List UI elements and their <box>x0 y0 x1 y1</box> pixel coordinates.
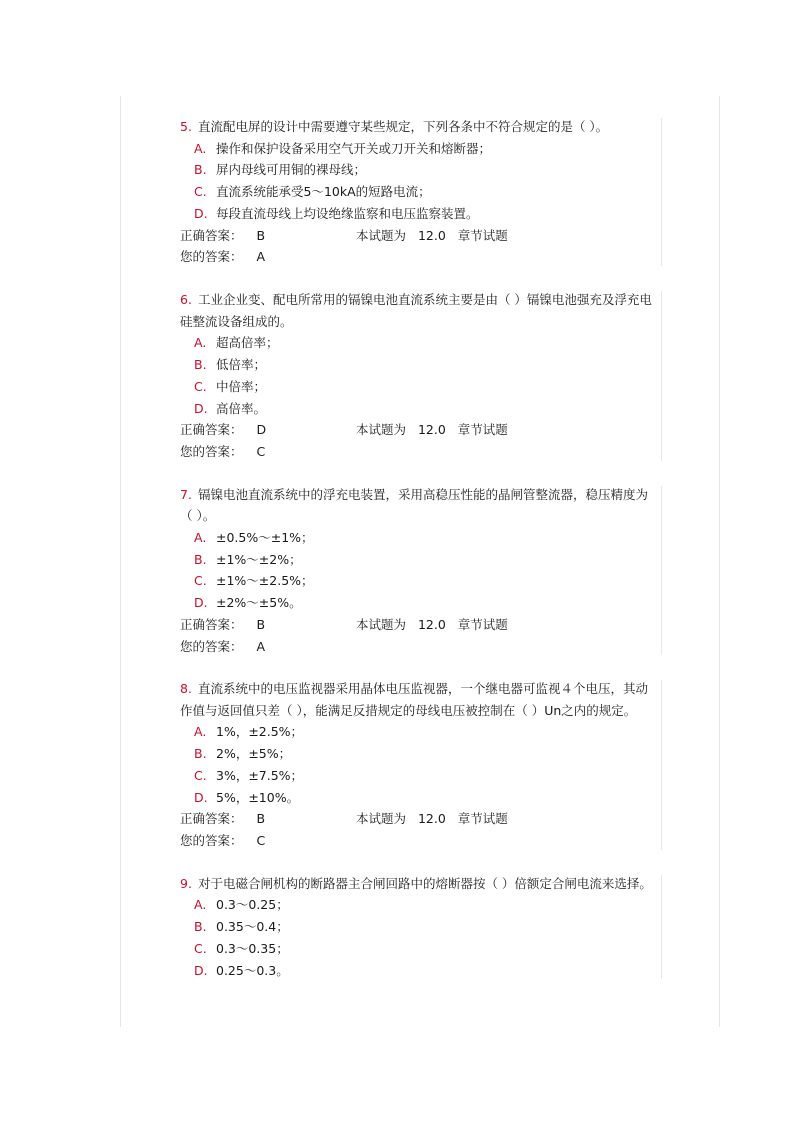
score-value: 12.0 <box>417 811 446 827</box>
your-answer-row <box>180 246 658 268</box>
score-value: 12.0 <box>417 422 446 438</box>
your-answer-label: 您的答案： <box>180 638 243 654</box>
question-border <box>661 680 662 850</box>
option-letter: A. <box>194 724 207 740</box>
option-text: ±1%～±2.5%； <box>216 573 314 589</box>
question-text: 对于电磁合闸机构的断路器主合闸回路中的熔断器按（ ）倍额定合闸电流来选择。 <box>197 875 652 891</box>
answer-row <box>180 614 658 636</box>
chapter-label: 章节试题 <box>457 811 508 827</box>
question-border <box>661 875 662 980</box>
question-list <box>180 116 658 1002</box>
option-a <box>180 894 658 916</box>
question-border <box>661 118 662 266</box>
score-value: 12.0 <box>417 227 446 243</box>
option-text: ±1%～±2%； <box>216 551 302 567</box>
option-letter: C. <box>194 378 207 394</box>
correct-answer-label: 正确答案： <box>180 811 243 827</box>
option-letter: C. <box>194 184 207 200</box>
your-answer-value: A <box>256 638 266 654</box>
option-letter: D. <box>194 400 208 416</box>
score-prefix: 本试题为 <box>356 811 407 827</box>
option-letter: D. <box>194 595 208 611</box>
your-answer-label: 您的答案： <box>180 833 243 849</box>
option-letter: D. <box>194 789 208 805</box>
chapter-label: 章节试题 <box>457 422 508 438</box>
score-prefix: 本试题为 <box>356 227 407 243</box>
option-letter: B. <box>194 356 207 372</box>
option-text: 0.3～0.35； <box>216 940 289 956</box>
question-number: 7. <box>180 486 192 502</box>
option-text: 5%，±10%。 <box>216 789 300 805</box>
option-letter: D. <box>194 205 208 221</box>
option-text: 超高倍率； <box>216 335 279 351</box>
correct-answer-value: B <box>256 811 266 827</box>
option-a <box>180 138 658 160</box>
score-prefix: 本试题为 <box>356 422 407 438</box>
option-c <box>180 570 658 592</box>
option-letter: C. <box>194 767 207 783</box>
your-answer-value: C <box>256 833 266 849</box>
option-text: 操作和保护设备采用空气开关或刀开关和熔断器； <box>216 140 492 156</box>
option-b <box>180 916 658 938</box>
correct-answer-label: 正确答案： <box>180 616 243 632</box>
option-letter: A. <box>194 140 207 156</box>
option-d <box>180 592 658 614</box>
option-letter: B. <box>194 162 207 178</box>
option-text: 低倍率； <box>216 356 267 372</box>
answer-row <box>180 419 658 441</box>
correct-answer-label: 正确答案： <box>180 422 243 438</box>
option-text: ±2%～±5%。 <box>216 595 302 611</box>
option-d <box>180 398 658 420</box>
option-letter: A. <box>194 529 207 545</box>
question-text: 镉镍电池直流系统中的浮充电装置，采用高稳压性能的晶闸管整流器，稳压精度为（ ）。 <box>180 486 648 524</box>
option-text: 3%，±7.5%； <box>216 767 304 783</box>
question-text: 直流配电屏的设计中需要遵守某些规定，下列各条中不符合规定的是（ ）。 <box>197 119 609 134</box>
question-border <box>661 486 662 656</box>
option-c <box>180 181 658 203</box>
option-c <box>180 376 658 398</box>
correct-answer-value: B <box>256 227 266 243</box>
question-number: 8. <box>180 681 192 697</box>
answer-row <box>180 808 658 830</box>
score-value: 12.0 <box>417 616 446 632</box>
option-letter: A. <box>194 335 207 351</box>
option-text: 中倍率； <box>216 378 267 394</box>
your-answer-row <box>180 441 658 463</box>
question-5 <box>180 116 658 268</box>
option-b <box>180 549 658 571</box>
question-9 <box>180 873 658 982</box>
chapter-label: 章节试题 <box>457 616 508 632</box>
correct-answer-value: B <box>256 616 266 632</box>
chapter-label: 章节试题 <box>457 227 508 243</box>
question-text: 工业企业变、配电所常用的镉镍电池直流系统主要是由（ ）镉镍电池强充及浮充电硅整流设备组成的。 <box>180 291 652 329</box>
question-text: 直流系统中的电压监视器采用晶体电压监视器，一个继电器可监视４个电压，其动作值与返回值只差（ ），能满足反措规定的母线电压被控制在（ ）Un之内的规定。 <box>180 681 648 718</box>
option-text: 0.35～0.4； <box>216 919 289 935</box>
question-number: 6. <box>180 291 192 307</box>
option-b <box>180 354 658 376</box>
correct-answer-value: D <box>256 422 267 438</box>
your-answer-value: A <box>256 249 266 265</box>
option-a <box>180 332 658 354</box>
option-letter: A. <box>194 897 207 913</box>
option-a <box>180 721 658 743</box>
question-stem <box>180 873 658 895</box>
option-letter: B. <box>194 746 207 762</box>
option-text: 0.3～0.25； <box>216 897 289 913</box>
question-6 <box>180 289 658 463</box>
your-answer-row <box>180 636 658 658</box>
option-letter: C. <box>194 940 207 956</box>
option-text: 屏内母线可用铜的裸母线； <box>216 162 367 178</box>
question-stem <box>180 678 658 721</box>
option-c <box>180 765 658 787</box>
option-b <box>180 159 658 181</box>
your-answer-label: 您的答案： <box>180 443 243 459</box>
question-stem <box>180 289 658 332</box>
your-answer-label: 您的答案： <box>180 249 243 265</box>
option-text: ±0.5%～±1%； <box>216 529 314 545</box>
option-b <box>180 743 658 765</box>
correct-answer-label: 正确答案： <box>180 227 243 243</box>
option-text: 高倍率。 <box>216 400 267 416</box>
option-text: 每段直流母线上均设绝缘监察和电压监察装置。 <box>216 205 479 221</box>
option-a <box>180 527 658 549</box>
your-answer-value: C <box>256 443 266 459</box>
score-prefix: 本试题为 <box>356 616 407 632</box>
answer-row <box>180 225 658 247</box>
question-8 <box>180 678 658 852</box>
option-letter: B. <box>194 919 207 935</box>
option-d <box>180 787 658 809</box>
page-right-border <box>719 96 720 1027</box>
your-answer-row <box>180 830 658 852</box>
option-d <box>180 960 658 982</box>
option-text: 直流系统能承受5～10kA的短路电流； <box>216 184 431 200</box>
option-letter: D. <box>194 962 208 978</box>
question-number: 9. <box>180 875 192 891</box>
option-letter: B. <box>194 551 207 567</box>
option-text: 1%，±2.5%； <box>216 724 304 740</box>
option-d <box>180 203 658 225</box>
option-c <box>180 938 658 960</box>
question-stem <box>180 116 658 138</box>
option-text: 2%，±5%； <box>216 746 292 762</box>
question-border <box>661 291 662 461</box>
question-stem <box>180 484 658 527</box>
page-left-border <box>120 96 121 1027</box>
question-number: 5. <box>180 119 192 134</box>
option-letter: C. <box>194 573 207 589</box>
option-text: 0.25～0.3。 <box>216 962 289 978</box>
question-7 <box>180 484 658 658</box>
